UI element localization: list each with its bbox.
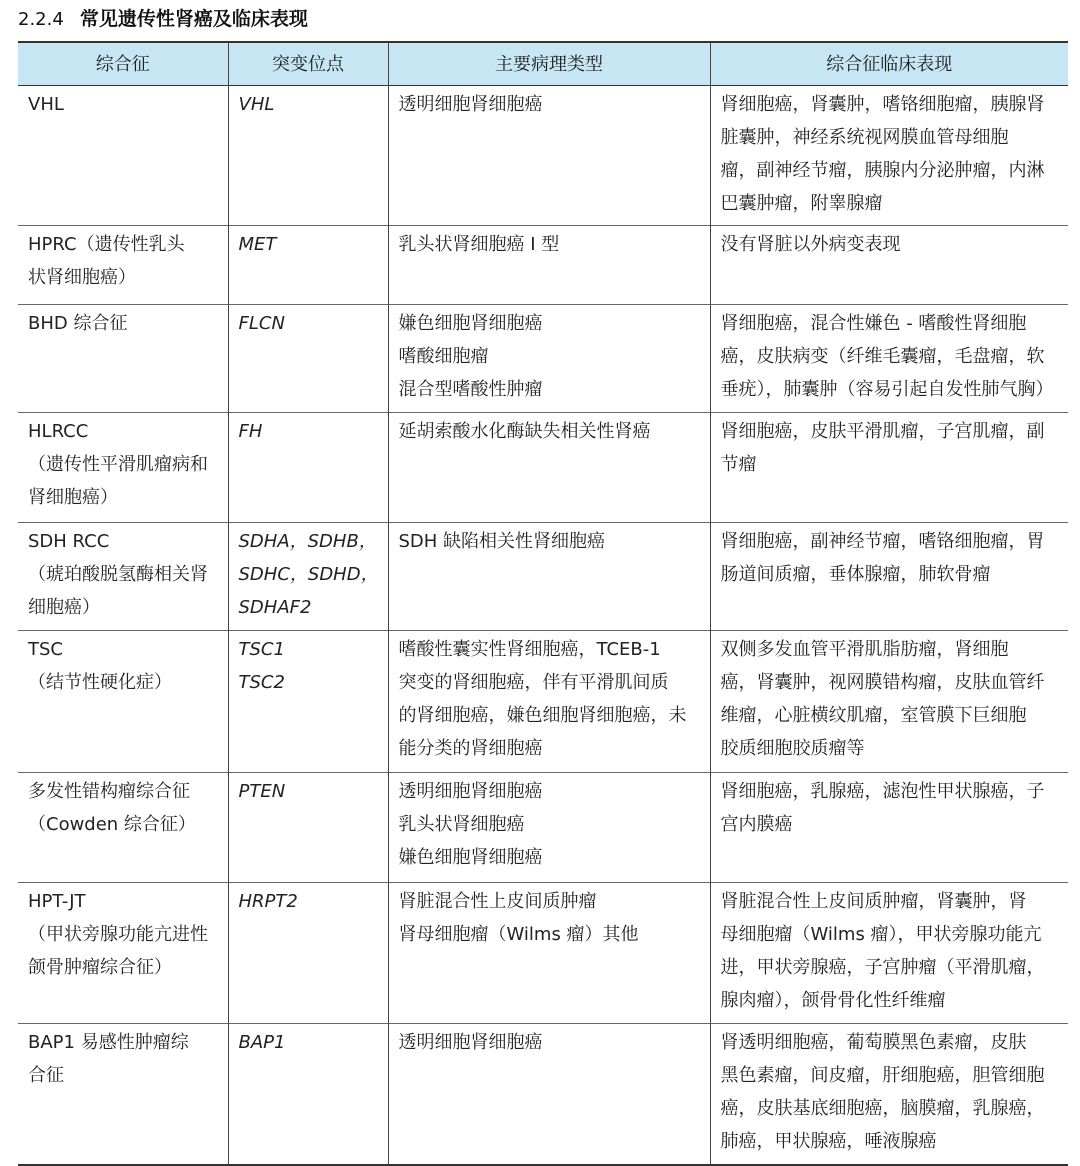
clinical-cell [710,1024,1068,1165]
pathology-cell-line: 肾母细胞瘤（Wilms 瘤）其他 [398,924,639,945]
mutation-cell-line: FLCN [238,313,285,334]
syndrome-cell-line: HPRC（遗传性乳头 [28,234,185,255]
clinical-cell [710,883,1068,1024]
syndrome-cell-line: 合征 [28,1065,64,1086]
syndrome-cell-line: HLRCC [28,421,89,442]
syndrome-cell-line: 多发性错构瘤综合征 [28,781,190,802]
clinical-cell-line: 肾细胞癌，混合性嫌色 - 嗜酸性肾细胞 [720,313,1027,334]
table-row [18,86,1068,226]
clinical-cell-line: 宫内膜癌 [720,814,793,835]
table-row [18,773,1068,883]
clinical-cell [710,86,1068,226]
clinical-cell-line: 维瘤，心脏横纹肌瘤，室管膜下巨细胞 [720,705,1027,726]
clinical-cell-line: 癌，皮肤基底细胞癌，脑膜瘤，乳腺癌， [720,1098,1045,1119]
clinical-cell-line: 肾细胞癌，乳腺癌，滤泡性甲状腺癌，子 [720,781,1045,802]
clinical-cell-line: 没有肾脏以外病变表现 [720,234,901,255]
pathology-cell [388,305,710,413]
pathology-cell-line: 透明细胞肾细胞癌 [398,94,543,115]
pathology-cell-line: SDH 缺陷相关性肾细胞癌 [398,531,606,552]
table-row [18,305,1068,413]
syndrome-cell-line: TSC [28,639,63,660]
pathology-cell [388,773,710,883]
clinical-cell-line: 肾脏混合性上皮间质肿瘤，肾囊肿，肾 [720,891,1027,912]
header-pathology: 主要病理类型 [388,42,710,86]
clinical-cell-line: 肺癌，甲状腺癌，唾液腺癌 [720,1131,937,1152]
clinical-cell-line: 双侧多发血管平滑肌脂肪瘤，肾细胞 [720,639,1009,660]
clinical-cell [710,413,1068,523]
syndrome-cell-line: （Cowden 综合征） [28,814,196,835]
clinical-cell [710,305,1068,413]
header-mutation: 突变位点 [228,42,388,86]
pathology-cell-line: 嫌色细胞肾细胞癌 [398,313,543,334]
mutation-cell [228,413,388,523]
mutation-cell [228,305,388,413]
clinical-cell-line: 垂疣），肺囊肿（容易引起自发性肺气胸） [720,379,1054,400]
section-title: 常见遗传性肾癌及临床表现 [79,8,308,30]
pathology-cell [388,86,710,226]
section-heading [18,4,308,34]
syndrome-cell-line: HPT-JT [28,891,86,912]
mutation-cell [228,1024,388,1165]
clinical-cell-line: 脏囊肿，神经系统视网膜血管母细胞 [720,127,1009,148]
pathology-cell-line: 透明细胞肾细胞癌 [398,781,543,802]
mutation-cell-line: VHL [238,94,275,115]
syndrome-cell-line: BAP1 易感性肿瘤综 [28,1032,189,1053]
table-row [18,1024,1068,1165]
syndrome-cell-line: （遗传性平滑肌瘤病和 [28,454,208,475]
pathology-cell-line: 嗜酸细胞瘤 [398,346,489,367]
syndrome-cell [18,523,228,631]
clinical-cell-line: 黑色素瘤，间皮瘤，肝细胞癌，胆管细胞 [720,1065,1045,1086]
clinical-cell-line: 肾细胞癌，肾囊肿，嗜铬细胞瘤，胰腺肾 [720,94,1045,115]
hereditary-kidney-cancer-table [18,41,1068,1166]
clinical-cell-line: 肾细胞癌，皮肤平滑肌瘤，子宫肌瘤，副 [720,421,1045,442]
clinical-cell-line: 癌，肾囊肿，视网膜错构瘤，皮肤血管纤 [720,672,1045,693]
pathology-cell [388,523,710,631]
pathology-cell-line: 延胡索酸水化酶缺失相关性肾癌 [398,421,651,442]
pathology-cell-line: 乳头状肾细胞癌 Ⅰ 型 [398,234,560,255]
clinical-cell-line: 母细胞瘤（Wilms 瘤），甲状旁腺功能亢 [720,924,1042,945]
syndrome-cell-line: SDH RCC [28,531,110,552]
clinical-cell-line: 肾透明细胞癌，葡萄膜黑色素瘤，皮肤 [720,1032,1027,1053]
pathology-cell [388,413,710,523]
syndrome-cell [18,226,228,305]
mutation-cell-line: TSC2 [238,672,285,693]
syndrome-cell-line: （琥珀酸脱氢酶相关肾 [28,564,208,585]
header-syndrome: 综合征 [18,42,228,86]
clinical-cell-line: 癌，皮肤病变（纤维毛囊瘤，毛盘瘤，软 [720,346,1045,367]
mutation-cell [228,523,388,631]
table-row [18,413,1068,523]
clinical-cell [710,631,1068,773]
pathology-cell-line: 混合型嗜酸性肿瘤 [398,379,543,400]
clinical-cell-line: 肾细胞癌，副神经节瘤，嗜铬细胞瘤，胃 [720,531,1045,552]
mutation-cell-line: TSC1 [238,639,285,660]
syndrome-cell-line: BHD 综合征 [28,313,128,334]
header-clinical: 综合征临床表现 [710,42,1068,86]
clinical-cell [710,773,1068,883]
mutation-cell-line: MET [238,234,277,255]
table-row [18,523,1068,631]
clinical-cell [710,523,1068,631]
mutation-cell [228,226,388,305]
mutation-cell [228,631,388,773]
syndrome-cell-line: 细胞癌） [28,597,100,618]
pathology-cell [388,1024,710,1165]
clinical-cell-line: 胶质细胞胶质瘤等 [720,738,865,759]
syndrome-cell [18,773,228,883]
clinical-cell-line: 瘤，副神经节瘤，胰腺内分泌肿瘤，内淋 [720,160,1045,181]
mutation-cell-line: BAP1 [238,1032,286,1053]
syndrome-cell-line: 肾细胞癌） [28,487,118,508]
syndrome-cell [18,86,228,226]
pathology-cell-line: 肾脏混合性上皮间质肿瘤 [398,891,597,912]
section-number: 2.2.4 [18,9,64,30]
syndrome-cell [18,1024,228,1165]
pathology-cell-line: 乳头状肾细胞癌 [398,814,525,835]
mutation-cell [228,883,388,1024]
pathology-cell [388,631,710,773]
pathology-cell [388,883,710,1024]
syndrome-cell [18,305,228,413]
syndrome-cell-line: VHL [28,94,64,115]
syndrome-cell [18,883,228,1024]
table-header-row [18,42,1068,86]
pathology-cell [388,226,710,305]
clinical-cell-line: 巴囊肿瘤，附睾腺瘤 [720,193,883,214]
pathology-cell-line: 透明细胞肾细胞癌 [398,1032,543,1053]
clinical-cell-line: 节瘤 [720,454,757,475]
mutation-cell [228,86,388,226]
syndrome-cell [18,413,228,523]
pathology-cell-line: 嗜酸性囊实性肾细胞癌，TCEB-1 [398,639,661,660]
mutation-cell-line: PTEN [238,781,286,802]
table-body [18,86,1068,1165]
syndrome-cell-line: 颌骨肿瘤综合征） [28,957,172,978]
table-row [18,631,1068,773]
mutation-cell-line: SDHAF2 [238,597,312,618]
pathology-cell-line: 嫌色细胞肾细胞癌 [398,847,543,868]
mutation-cell-line: SDHA，SDHB， [238,531,377,552]
table-row [18,226,1068,305]
mutation-cell-line: FH [238,421,263,442]
syndrome-cell-line: 状肾细胞癌） [28,267,136,288]
syndrome-cell [18,631,228,773]
mutation-cell [228,773,388,883]
pathology-cell-line: 突变的肾细胞癌，伴有平滑肌间质 [398,672,669,693]
clinical-cell-line: 进，甲状旁腺癌，子宫肿瘤（平滑肌瘤， [720,957,1045,978]
clinical-cell-line: 肠道间质瘤，垂体腺瘤，肺软骨瘤 [720,564,991,585]
clinical-cell [710,226,1068,305]
pathology-cell-line: 的肾细胞癌，嫌色细胞肾细胞癌，未 [398,705,687,726]
clinical-cell-line: 腺肉瘤），颌骨骨化性纤维瘤 [720,990,946,1011]
syndrome-cell-line: （甲状旁腺功能亢进性 [28,924,208,945]
syndrome-cell-line: （结节性硬化症） [28,672,172,693]
pathology-cell-line: 能分类的肾细胞癌 [398,738,543,759]
table-row [18,883,1068,1024]
mutation-cell-line: SDHC，SDHD， [238,564,379,585]
mutation-cell-line: HRPT2 [238,891,298,912]
